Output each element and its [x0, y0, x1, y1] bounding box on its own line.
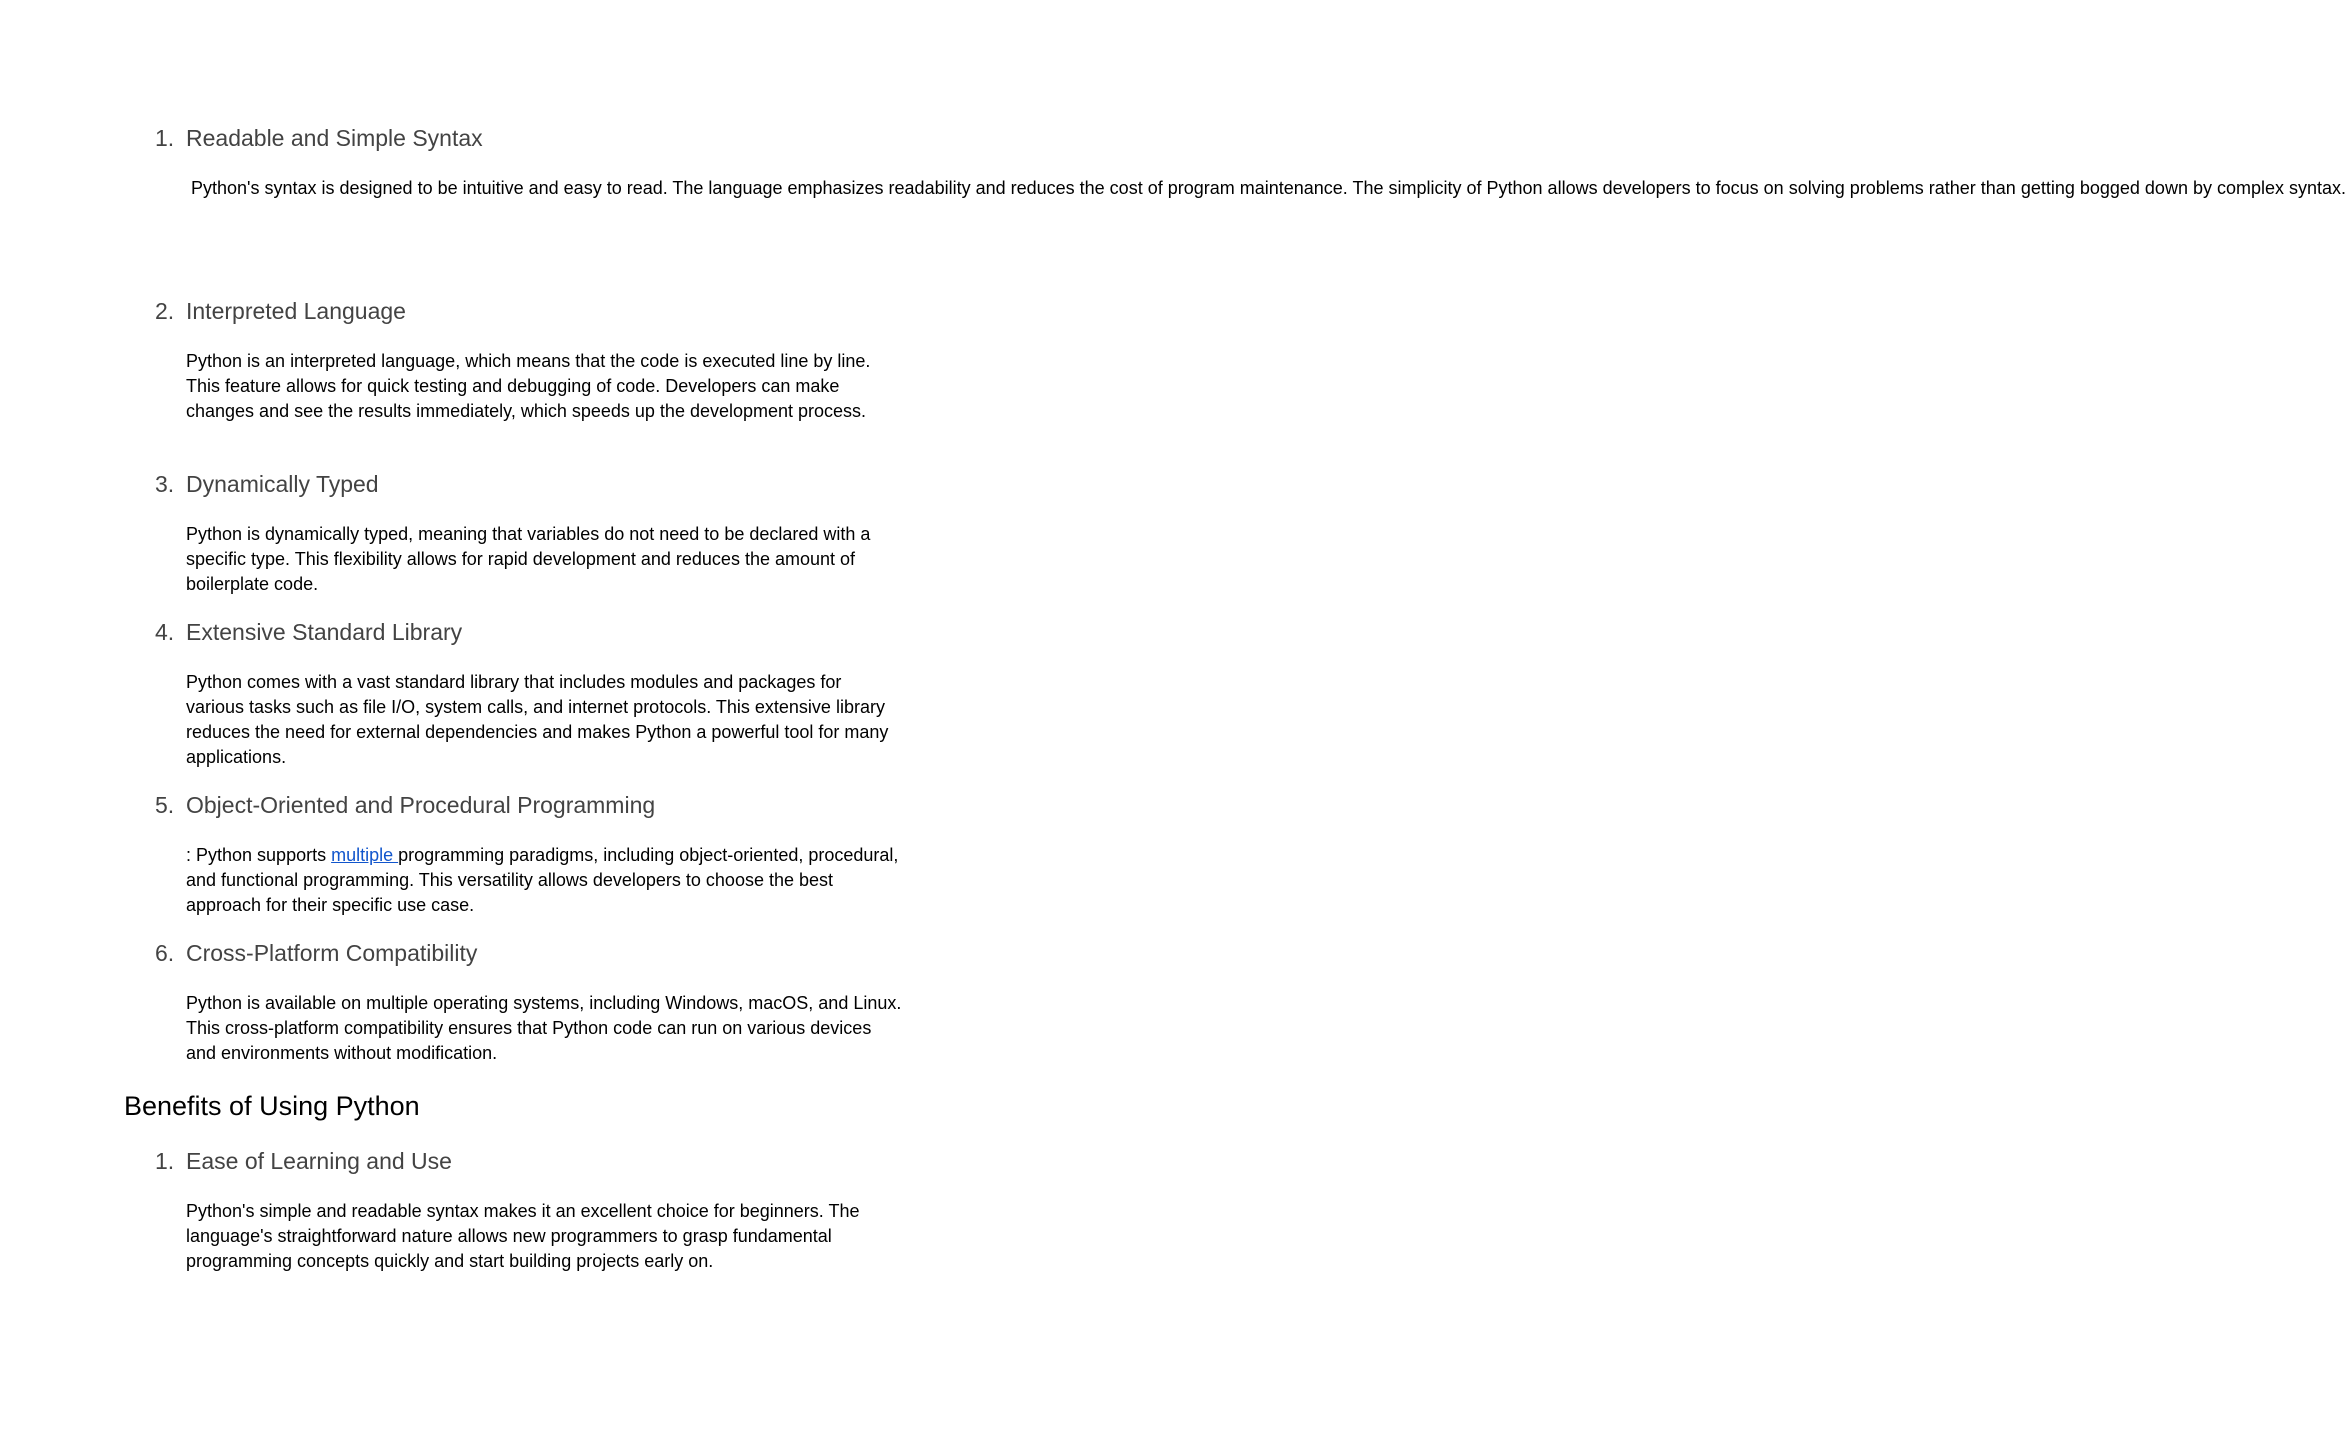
feature-item-2	[0, 296, 1024, 326]
feature-description: Python is an interpreted language, which means that the code is executed line by line. This feature allows for quick testing and debugging of code. Developers can make changes and see the results immediately, which speeds up the development process.	[186, 351, 871, 421]
feature-item-3	[0, 469, 1024, 499]
benefit-title: Ease of Learning and Use	[186, 1148, 452, 1174]
feature-item-1	[0, 123, 1024, 153]
feature-description: : Python supports multiple programming paradigms, including object-oriented, procedural, and functional programming. This versatility allows developers to choose the best approach for their specific use case.	[186, 845, 899, 915]
section-heading: Benefits of Using Python	[124, 1091, 420, 1121]
feature-title: Interpreted Language	[186, 298, 406, 324]
benefit-description: Python's simple and readable syntax makes it an excellent choice for beginners. The language's straightforward nature allows new programmers to grasp fundamental programming concepts quickly and start building projects early on.	[186, 1201, 860, 1271]
feature-description: Python's syntax is designed to be intuitive and easy to read. The language emphasizes readability and reduces the cost of program maintenance. The simplicity of Python allows developers to focus on solving problems rather than getting bogged down by complex syntax.	[186, 178, 2346, 198]
benefit-item-1	[0, 1146, 1024, 1176]
feature-title: Readable and Simple Syntax	[186, 125, 483, 151]
list-number: 1.	[155, 1148, 175, 1174]
list-number: 5.	[155, 792, 175, 818]
feature-title: Cross-Platform Compatibility	[186, 940, 478, 966]
feature-description: Python is dynamically typed, meaning that variables do not need to be declared with a specific type. This flexibility allows for rapid development and reduces the amount of boilerplate code.	[186, 524, 871, 594]
list-number: 2.	[155, 298, 175, 324]
list-number: 1.	[155, 125, 175, 151]
feature-title: Object-Oriented and Procedural Programming	[186, 792, 656, 818]
feature-item-4	[0, 617, 1024, 647]
feature-description: Python comes with a vast standard library that includes modules and packages for various tasks such as file I/O, system calls, and internet protocols. This extensive library reduces the need for external dependencies and makes Python a powerful tool for many applications.	[186, 672, 889, 767]
feature-title: Dynamically Typed	[186, 471, 379, 497]
feature-description: Python is available on multiple operating systems, including Windows, macOS, and Linux. This cross-platform compatibility ensures that Python code can run on various devices and environments without modification.	[186, 993, 902, 1063]
multiple-link[interactable]: multiple	[331, 845, 399, 865]
list-number: 6.	[155, 940, 175, 966]
feature-item-6	[0, 938, 1024, 968]
list-number: 3.	[155, 471, 175, 497]
list-number: 4.	[155, 619, 175, 645]
feature-title: Extensive Standard Library	[186, 619, 463, 645]
feature-item-5	[0, 790, 1024, 820]
